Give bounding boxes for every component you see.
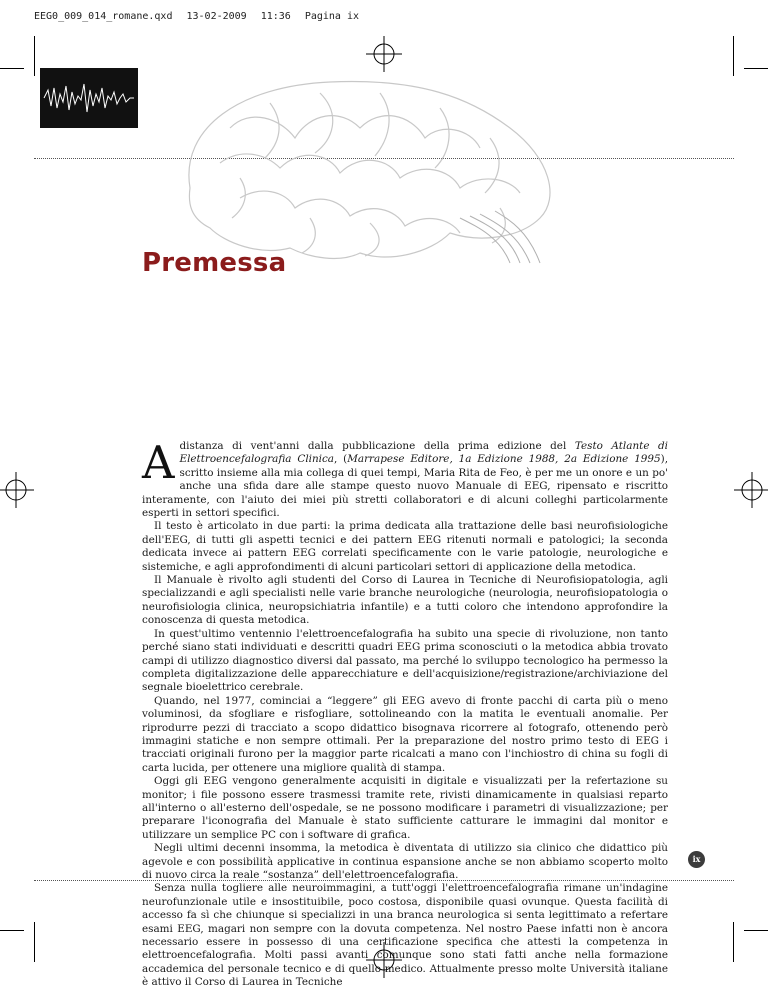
crop-mark-top-left-v: [34, 36, 35, 76]
paragraph-7: Negli ultimi decenni insomma, la metodica è diventata di utilizzo sia clinico che didattico più agevole e con possibilità applicative in continua espansione anche se non abbiamo scoperto molto di nuovo circa la reale “sostanza” dell'elettroencefalografia.: [142, 842, 668, 881]
registration-mark-right: [734, 472, 768, 508]
crop-mark-bottom-left-h: [0, 930, 24, 931]
crop-mark-bottom-right-h: [744, 930, 768, 931]
book-title: Testo Atlante di Elettroencefalografia Clinica: [179, 440, 668, 466]
registration-mark-top: [366, 36, 402, 72]
crop-mark-bottom-left-v: [34, 922, 35, 962]
paragraph-4: In quest'ultimo ventennio l'elettroencefalografia ha subito una specie di rivoluzione, non tanto perché siano stati individuati e descritti quadri EEG prima sconosciuti o la metodica abbia trovato campi di utilizzo diagnostico diversi dal passato, ma perché lo sviluppo tecnologico ha permesso la completa digitalizzazione delle apparecchiature e dell'acquisizione/registrazione/archiviazione del segnale bioelettrico cerebrale.: [142, 627, 668, 694]
registration-mark-left: [0, 472, 34, 508]
publisher-info: Marrapese Editore, 1a Edizione 1988, 2a Edizione 1995: [347, 453, 661, 466]
crop-mark-bottom-right-v: [733, 922, 734, 962]
drop-cap: A: [142, 436, 175, 489]
print-date: 13-02-2009: [186, 11, 247, 22]
paragraph-3: Il Manuale è rivolto agli studenti del Corso di Laurea in Tecniche di Neurofisiopatologia, agli specializzandi e agli specialisti nelle varie branche neurologiche (neurologia, neurofisiopatologia o neurofisiologia clinica, neuropsichiatria infantile) e a tutti coloro che intendono approfondire la conoscenza di questa metodica.: [142, 574, 668, 627]
paragraph-1: Adistanza di vent'anni dalla pubblicazione della prima edizione del Testo Atlante di Elettroencefalografia Clinica, (Marrapese Editore, 1a Edizione 1988, 2a Edizione 1995), scritto insieme alla mia collega di quei tempi, Maria Rita de Feo, è per me un onore e un po' anche una sfida dare alle stampe questo nuovo Manuale di EEG, ripensato e riscritto interamente, con l'aiuto dei miei più stretti collaboratori e di alcuni colleghi particolarmente esperti in settori specifici.: [142, 436, 669, 520]
paragraph-8: Senza nulla togliere alle neuroimmagini, a tutt'oggi l'elettroencefalografia rimane un'indagine neurofunzionale utile e insostituibile, poco costosa, disponibile quasi ovunque. Questa facilità di accesso fa sì che chiunque si specializzi in una branca neurologica si senta legittimato a refertare esami EEG, magari non sempre con la dovuta competenza. Nel nostro Paese infatti non è ancora necessario essere in possesso di una certificazione specifica che attesti la competenza in elettroencefalografia. Molti passi avanti comunque sono stati fatti anche nella formazione accademica del personale tecnico e di quello medico. Attualmente presso molte Università italiane è attivo il Corso di Laurea in Tecniche: [142, 882, 668, 989]
print-filename: EEG0_009_014_romane.qxd: [34, 11, 173, 22]
brain-illustration: [40, 68, 640, 268]
paragraph-5: Quando, nel 1977, cominciai a “leggere” gli EEG avevo di fronte pacchi di carta più o meno voluminosi, da sfogliare e risfogliare, sottolineando con la matita le eventuali anomalie. Per riprodurre pezzi di tracciato a scopo didattico bisognava ricorrere al fotografo, ottenendo però immagini statiche e non sempre ottimali. Per la preparazione del nostro primo testo di EEG i tracciati originali furono per la maggior parte ricalcati a mano con l'inchiostro di china su fogli di carta lucida, per ottenere una migliore qualità di stampa.: [142, 694, 668, 774]
page-number-badge: ix: [688, 851, 705, 868]
paragraph-2: Il testo è articolato in due parti: la prima dedicata alla trattazione delle basi neurofisiologiche dell'EEG, di tutti gli aspetti tecnici e dei pattern EEG ritenuti normali e patologici; la seconda dedicata invece ai pattern EEG correlati specificamente con le varie patologie, neurologiche e sistemiche, e agli approfondimenti di alcuni particolari settori di applicazione della metodica.: [142, 520, 668, 573]
chapter-title: Premessa: [142, 248, 287, 278]
print-header: [34, 11, 373, 22]
print-time: 11:36: [260, 11, 291, 22]
print-page-label: Pagina ix: [304, 11, 359, 22]
crop-mark-top-right-h: [744, 68, 768, 69]
crop-mark-top-left-h: [0, 68, 24, 69]
body-text: [142, 436, 669, 990]
crop-mark-top-right-v: [733, 36, 734, 76]
paragraph-6: Oggi gli EEG vengono generalmente acquisiti in digitale e visualizzati per la refertazione su monitor; i file possono essere trasmessi tramite rete, rivisti dinamicamente in qualsiasi reparto all'interno o all'esterno dell'ospedale, se ne possono modificare i parametri di visualizzazione; per preparare l'iconografia del Manuale è stato sufficiente catturare le immagini dal monitor e utilizzare un semplice PC con i software di grafica.: [142, 775, 668, 841]
